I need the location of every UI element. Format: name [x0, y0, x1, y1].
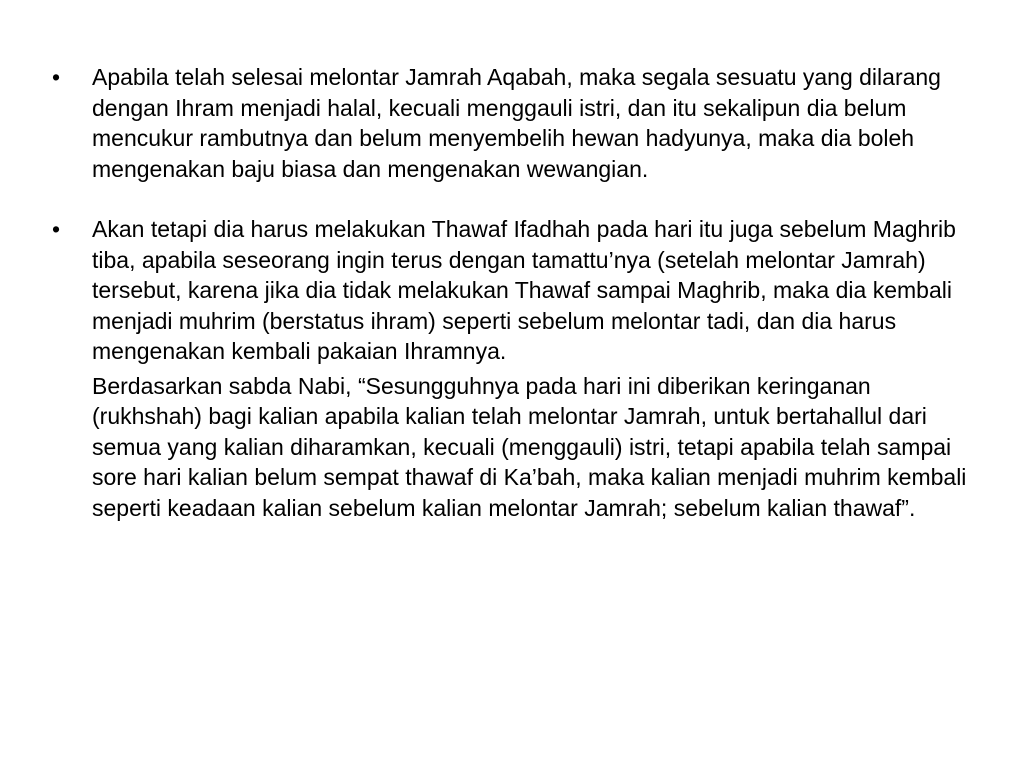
bullet-text: Akan tetapi dia harus melakukan Thawaf Ifadhah pada hari itu juga sebelum Maghrib tiba, apabila seseorang ingin terus dengan tamattu’nya (setelah melontar Jamrah) tersebut, karena jika dia tidak melakukan Thawaf sampai Maghrib, maka dia kembali menjadi muhrim (berstatus ihram) seperti sebelum melontar tadi, dan dia harus mengenakan kembali pakaian Ihramnya.: [92, 216, 956, 364]
slide-body: [52, 62, 972, 523]
bullet-item: [52, 214, 972, 523]
bullet-text: Apabila telah selesai melontar Jamrah Aqabah, maka segala sesuatu yang dilarang dengan Ihram menjadi halal, kecuali menggauli istri, dan itu sekalipun dia belum mencukur rambutnya dan belum menyembelih hewan hadyunya, maka dia boleh mengenakan baju biasa dan mengenakan wewangian.: [92, 64, 941, 182]
bullet-icon: •: [52, 64, 61, 90]
bullet-icon: •: [52, 216, 61, 242]
bullet-item: [52, 62, 972, 184]
continuation-paragraph: Berdasarkan sabda Nabi, “Sesungguhnya pada hari ini diberikan keringanan (rukhshah) bagi kalian apabila kalian telah melontar Jamrah, untuk bertahallul dari semua yang kalian diharamkan, kecuali (menggauli) istri, tetapi apabila telah sampai sore hari kalian belum sempat thawaf di Ka’bah, maka kalian menjadi muhrim kembali seperti keadaan kalian sebelum kalian melontar Jamrah; sebelum kalian thawaf”.: [92, 372, 967, 521]
